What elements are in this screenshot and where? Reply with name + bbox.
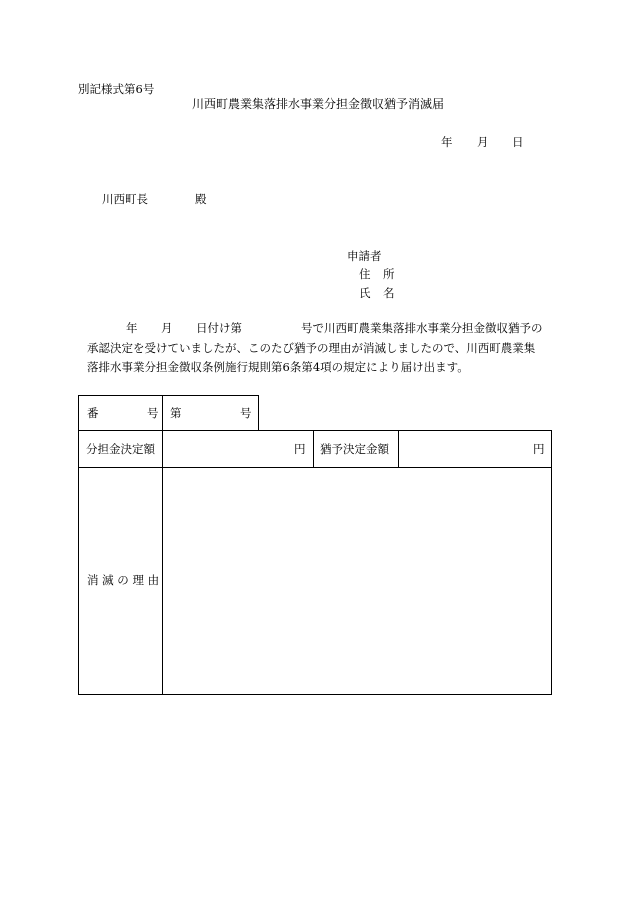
applicant-label: 申請者: [347, 249, 382, 263]
number-row: [78, 395, 259, 431]
number-label-char2: 号: [147, 406, 159, 420]
applicant-address-char2: 所: [383, 267, 395, 281]
body-line2: 承認決定を受けていましたが、このたび猶予の理由が消滅しましたので、川西町農業集: [87, 341, 536, 355]
reason-label: 消 滅 の 理 由: [87, 573, 160, 587]
date-month-label: 月: [477, 135, 489, 149]
amount-label: 分担金決定額: [86, 442, 155, 456]
form-number: 別記様式第6号: [78, 82, 155, 96]
document-title: 川西町農業集落排水事業分担金徴収猶予消滅届: [192, 97, 445, 111]
body-year: 年: [126, 321, 138, 335]
applicant-name-char1: 氏: [359, 286, 371, 300]
number-label-char1: 番: [87, 406, 99, 420]
body-line1-rest: 号で川西町農業集落排水事業分担金徴収猶予の: [301, 321, 543, 335]
applicant-name-char2: 名: [383, 286, 395, 300]
addressee-name: 川西町長: [102, 192, 148, 206]
number-value-prefix: 第: [170, 406, 182, 420]
applicant-address-char1: 住: [359, 267, 371, 281]
date-day-label: 日: [512, 135, 524, 149]
reason-field[interactable]: [170, 475, 542, 687]
body-dated: 日付け第: [196, 321, 242, 335]
amount-unit: 円: [294, 442, 306, 456]
number-value-suffix: 号: [240, 406, 252, 420]
body-line3: 落排水事業分担金徴収条例施行規則第6条第4項の規定により届け出ます。: [87, 360, 469, 374]
deferral-label: 猶予決定金額: [320, 442, 389, 456]
date-year-label: 年: [441, 135, 453, 149]
body-month: 月: [161, 321, 173, 335]
deferral-unit: 円: [533, 442, 545, 456]
addressee-honorific: 殿: [195, 192, 207, 206]
